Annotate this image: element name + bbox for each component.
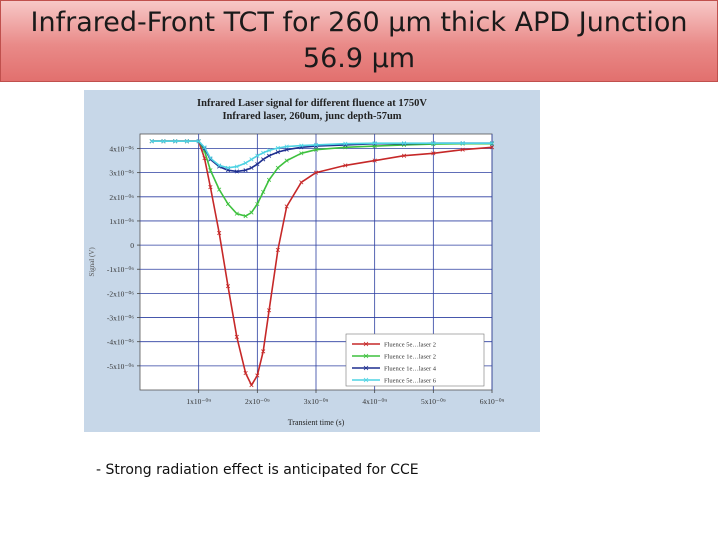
y-tick-label: 3x10⁻⁰⁶ <box>109 168 134 178</box>
y-tick-label: -3x10⁻⁰⁶ <box>106 313 134 323</box>
chart-title: Infrared Laser signal for different fluence at 1750V <box>197 98 427 109</box>
x-tick-label: 2x10⁻⁰⁹ <box>245 397 270 406</box>
y-tick-label: -1x10⁻⁰⁶ <box>106 265 134 275</box>
y-tick-label: -2x10⁻⁰⁶ <box>106 289 134 299</box>
y-tick-label: 2x10⁻⁰⁶ <box>109 192 134 202</box>
y-tick-label: 4x10⁻⁰⁶ <box>109 144 134 154</box>
bullet-text: - Strong radiation effect is anticipated for CCE <box>96 462 419 478</box>
slide-title-line2: 56.9 µm <box>302 43 416 74</box>
y-tick-label: -4x10⁻⁰⁶ <box>106 337 134 347</box>
x-tick-label: 3x10⁻⁰⁹ <box>303 397 329 406</box>
legend-label-2: Fluence 1e…laser 2 <box>384 353 436 361</box>
legend <box>346 334 484 386</box>
x-tick-label: 6x10⁻⁰⁹ <box>479 397 505 406</box>
tct-signal-chart <box>84 90 540 432</box>
x-tick-label: 4x10⁻⁰⁹ <box>362 397 387 406</box>
y-tick-label: 1x10⁻⁰⁶ <box>109 216 134 226</box>
chart-subtitle: Infrared laser, 260um, junc depth-57um <box>222 111 402 122</box>
chart-figure <box>84 90 540 432</box>
legend-label-3: Fluence 1e…laser 4 <box>384 365 436 373</box>
legend-label-4: Fluence 5e…laser 6 <box>384 377 436 385</box>
slide-title-line1: Infrared-Front TCT for 260 µm thick APD Junction <box>30 7 688 38</box>
y-axis-label: Signal (V) <box>88 247 96 277</box>
slide-title <box>31 5 688 77</box>
x-axis-label: Transient time (s) <box>287 418 345 427</box>
legend-label-1: Fluence 5e…laser 2 <box>384 341 436 349</box>
x-tick-label: 5x10⁻⁰⁹ <box>421 397 446 406</box>
x-tick-label: 1x10⁻⁰⁹ <box>186 397 211 406</box>
y-tick-label: 0 <box>130 241 134 251</box>
y-tick-label: -5x10⁻⁰⁶ <box>106 361 134 371</box>
slide-title-banner <box>0 0 718 82</box>
